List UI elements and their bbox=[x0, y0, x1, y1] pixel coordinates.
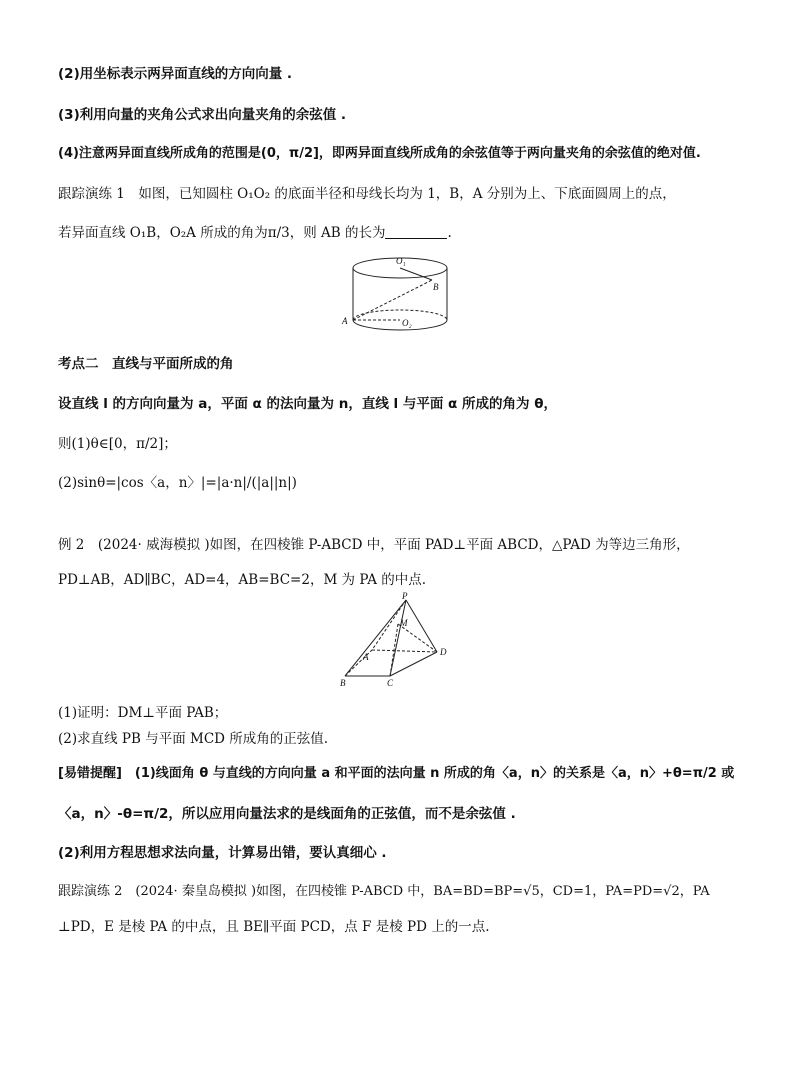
label-a: A bbox=[363, 652, 369, 662]
warning-line-2: 〈a，n〉-θ=π/2，所以应用向量法求的是线面角的正弦值，而不是余弦值 . bbox=[58, 806, 516, 822]
step-2: (2)用坐标表示两异面直线的方向向量 . bbox=[58, 66, 293, 82]
label-p: P bbox=[402, 591, 408, 601]
track-1-text: 若异面直线 O₁B，O₂A 所成的角为π/3，则 AB 的长为 bbox=[58, 225, 386, 241]
label-b: B bbox=[340, 678, 346, 688]
label-o2: O₂ bbox=[402, 318, 412, 328]
label-c: C bbox=[387, 678, 394, 688]
label-d: D bbox=[440, 647, 447, 657]
section-2-title: 考点二 直线与平面所成的角 bbox=[58, 356, 234, 372]
track-2-line-2: ⊥PD，E 是棱 PA 的中点，且 BE∥平面 PCD，点 F 是棱 PD 上的一点. bbox=[58, 919, 490, 935]
answer-blank bbox=[385, 226, 447, 239]
example-2-line-1: 例 2 (2024· 威海模拟 )如图，在四棱锥 P-ABCD 中，平面 PAD⊥平面 ABCD，△PAD 为等边三角形， bbox=[58, 537, 690, 553]
example-2-question-1: (1)证明：DM⊥平面 PAB； bbox=[58, 705, 228, 721]
label-m: M bbox=[400, 618, 408, 628]
warning-line-3: (2)利用方程思想求法向量，计算易出错，要认真细心 . bbox=[58, 845, 387, 861]
label-b: B bbox=[433, 282, 439, 292]
pyramid-figure bbox=[330, 590, 460, 690]
definition-line-3: (2)sinθ=|cos〈a，n〉|=|a·n|/(|a||n|) bbox=[58, 475, 297, 491]
label-a: A bbox=[342, 316, 348, 326]
step-4: (4)注意两异面直线所成角的范围是(0，π/2]，即两异面直线所成角的余弦值等于两向量夹角的余弦值的绝对值. bbox=[58, 146, 701, 161]
label-o1: O₁ bbox=[396, 256, 406, 266]
track-1-end: . bbox=[447, 225, 452, 241]
example-2-question-2: (2)求直线 PB 与平面 MCD 所成角的正弦值. bbox=[58, 731, 329, 747]
example-2-line-2: PD⊥AB，AD∥BC，AD=4，AB=BC=2，M 为 PA 的中点. bbox=[58, 572, 427, 588]
track-2-line-1: 跟踪演练 2 (2024· 秦皇岛模拟 )如图，在四棱锥 P-ABCD 中，BA=BD=BP=√5，CD=1，PA=PD=√2，PA bbox=[58, 884, 710, 899]
warning-line-1: [易错提醒] (1)线面角 θ 与直线的方向向量 a 和平面的法向量 n 所成的角〈a，n〉的关系是〈a，n〉+θ=π/2 或 bbox=[58, 766, 735, 781]
track-1-line-1: 跟踪演练 1 如图，已知圆柱 O₁O₂ 的底面半径和母线长均为 1，B，A 分别为上、下底面圆周上的点， bbox=[58, 186, 676, 202]
track-1-line-2 bbox=[58, 221, 452, 241]
definition-line-1: 设直线 l 的方向向量为 a，平面 α 的法向量为 n，直线 l 与平面 α 所成的角为 θ， bbox=[58, 396, 557, 412]
definition-line-2: 则(1)θ∈[0，π/2]； bbox=[58, 436, 177, 452]
step-3: (3)利用向量的夹角公式求出向量夹角的余弦值 . bbox=[58, 107, 347, 123]
cylinder-figure bbox=[330, 250, 470, 335]
